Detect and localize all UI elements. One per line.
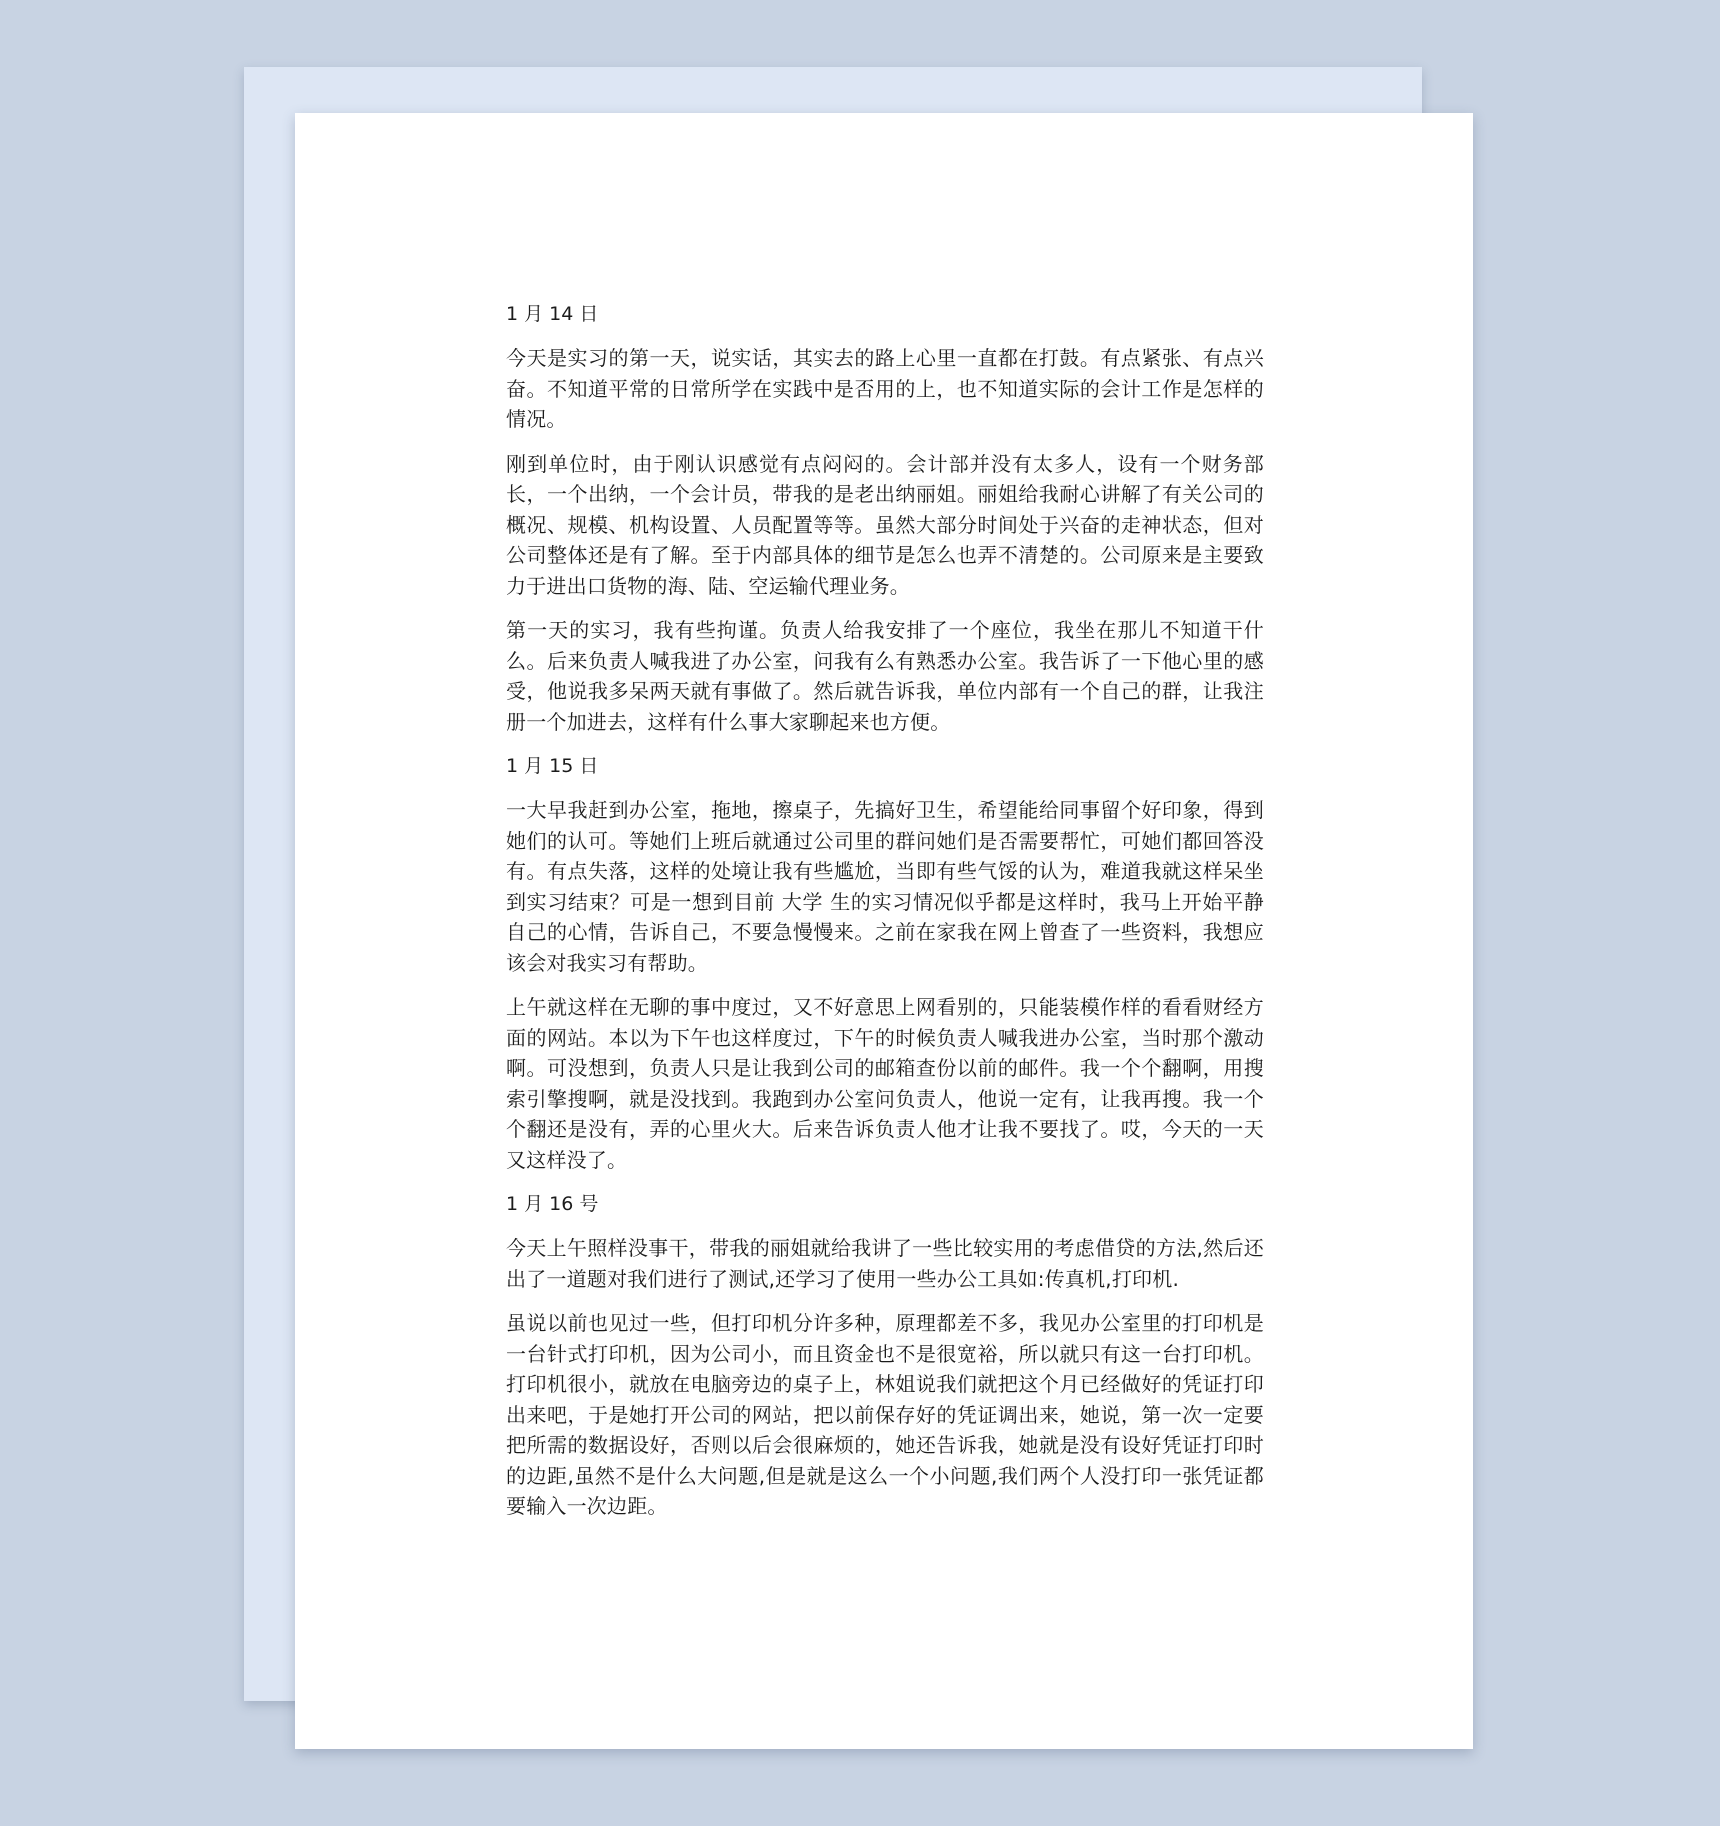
section-jan-14 (506, 299, 1264, 737)
body-paragraph: 虽说以前也见过一些，但打印机分许多种，原理都差不多，我见办公室里的打印机是一台针式打印机，因为公司小，而且资金也不是很宽裕，所以就只有这一台打印机。打印机很小，就放在电脑旁边的桌子上，林姐说我们就把这个月已经做好的凭证打印出来吧，于是她打开公司的网站，把以前保存好的凭证调出来，她说，第一次一定要把所需的数据设好，否则以后会很麻烦的，她还告诉我，她就是没有设好凭证打印时的边距,虽然不是什么大问题,但是就是这么一个小问题,我们两个人没打印一张凭证都要输入一次边距。 (506, 1311, 1264, 1518)
section-jan-16 (506, 1189, 1264, 1522)
body-paragraph: 第一天的实习，我有些拘谨。负责人给我安排了一个座位，我坐在那儿不知道干什么。后来负责人喊我进了办公室，问我有么有熟悉办公室。我告诉了一下他心里的感受，他说我多呆两天就有事做了。然后就告诉我，单位内部有一个自己的群，让我注册一个加进去，这样有什么事大家聊起来也方便。 (506, 618, 1264, 734)
section-jan-15 (506, 751, 1264, 1175)
document-body (506, 299, 1264, 1536)
section-date: 1 月 15 日 (506, 755, 599, 777)
body-paragraph: 今天上午照样没事干，带我的丽姐就给我讲了一些比较实用的考虑借贷的方法,然后还出了一道题对我们进行了测试,还学习了使用一些办公工具如:传真机,打印机. (506, 1236, 1264, 1291)
body-paragraph: 刚到单位时，由于刚认识感觉有点闷闷的。会计部并没有太多人，设有一个财务部长，一个出纳，一个会计员，带我的是老出纳丽姐。丽姐给我耐心讲解了有关公司的概况、规模、机构设置、人员配置等等。虽然大部分时间处于兴奋的走神状态，但对公司整体还是有了解。至于内部具体的细节是怎么也弄不清楚的。公司原来是主要致力于进出口货物的海、陆、空运输代理业务。 (506, 451, 1264, 598)
section-date: 1 月 16 号 (506, 1193, 599, 1215)
body-paragraph: 今天是实习的第一天，说实话，其实去的路上心里一直都在打鼓。有点紧张、有点兴奋。不知道平常的日常所学在实践中是否用的上，也不知道实际的会计工作是怎样的情况。 (506, 346, 1264, 431)
document-page (295, 113, 1473, 1749)
body-paragraph: 上午就这样在无聊的事中度过，又不好意思上网看别的，只能装模作样的看看财经方面的网站。本以为下午也这样度过，下午的时候负责人喊我进办公室，当时那个激动啊。可没想到，负责人只是让我到公司的邮箱查份以前的邮件。我一个个翻啊，用搜索引擎搜啊，就是没找到。我跑到办公室问负责人，他说一定有，让我再搜。我一个个翻还是没有，弄的心里火大。后来告诉负责人他才让我不要找了。哎，今天的一天又这样没了。 (506, 995, 1264, 1172)
section-date: 1 月 14 日 (506, 303, 599, 325)
body-paragraph: 一大早我赶到办公室，拖地，擦桌子，先搞好卫生，希望能给同事留个好印象，得到她们的认可。等她们上班后就通过公司里的群问她们是否需要帮忙，可她们都回答没有。有点失落，这样的处境让我有些尴尬，当即有些气馁的认为，难道我就这样呆坐到实习结束？可是一想到目前 大学 生的实习情况似乎都是这样时，我马上开始平静自己的心情，告诉自己，不要急慢慢来。之前在家我在网上曾查了一些资料，我想应该会对我实习有帮助。 (506, 798, 1264, 975)
